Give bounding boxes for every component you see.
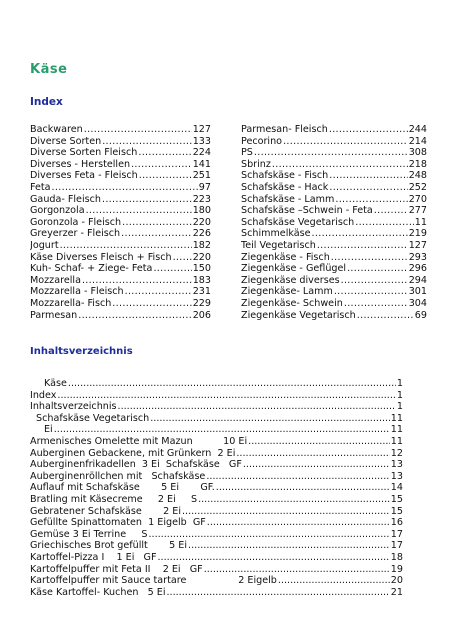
page-number: 219 [408, 228, 427, 240]
entry-label: Auberginen Gebackene, mit Grünkern 2 Ei [30, 447, 236, 459]
index-entry[interactable] [241, 263, 427, 275]
entry-label: Diverse Sorten [30, 135, 102, 147]
entry-label: Diverse Sorten Fleisch [30, 147, 138, 159]
index-entry[interactable] [241, 275, 427, 287]
page-number: 133 [192, 135, 211, 147]
dot-leader [344, 298, 408, 310]
entry-label: Mozzarella- Fisch [30, 297, 112, 309]
toc-entry[interactable] [30, 448, 403, 460]
index-entry[interactable] [241, 252, 427, 264]
index-entry[interactable] [30, 205, 211, 217]
page-number: 226 [192, 228, 211, 240]
index-entry[interactable] [30, 298, 211, 310]
entry-label: Diverses - Herstellen [30, 158, 131, 170]
index-entry[interactable] [241, 194, 427, 206]
entry-label: Parmesan- Fleisch [241, 124, 328, 135]
entry-label: Jogurt [30, 239, 59, 251]
dot-leader [173, 252, 192, 264]
dot-leader [121, 228, 192, 240]
page-number: 220 [192, 216, 211, 228]
page-number: 244 [408, 124, 427, 135]
entry-label: Ziegenkäse- Schwein [241, 297, 343, 309]
page-number: 182 [192, 239, 211, 251]
entry-label: Ziegenkäse - Geflügel [241, 263, 347, 275]
dot-leader [355, 217, 414, 229]
entry-label: Sbrinz [241, 158, 271, 170]
entry-label: Schafskäse Vegetarisch [241, 216, 355, 228]
page-number: 1 [396, 389, 403, 401]
entry-label: Index [30, 389, 57, 401]
entry-label: Griechisches Brot gefüllt 5 Ei [30, 540, 188, 552]
index-entry[interactable] [30, 124, 211, 136]
index-entry[interactable] [241, 286, 427, 298]
dot-leader [84, 124, 192, 136]
entry-label: Auberginenröllchen mit Schafskäse [30, 470, 206, 482]
entry-label: Schafskäse - Fisch [241, 170, 329, 182]
toc-entry[interactable] [30, 517, 403, 529]
index-entry[interactable] [241, 170, 427, 182]
index-column-right [241, 124, 427, 321]
page-number: 13 [390, 470, 403, 482]
entry-label: Auberginenfrikadellen 3 Ei Schafskäse GF [30, 459, 242, 471]
entry-label: Bratling mit Käsecreme 2 Ei S [30, 493, 198, 505]
dot-leader [82, 275, 192, 287]
dot-leader [153, 263, 191, 275]
toc-entry[interactable] [30, 575, 403, 587]
toc-entry[interactable] [30, 424, 403, 436]
dot-leader [204, 564, 390, 576]
dot-leader [312, 228, 408, 240]
entry-label: PS [241, 147, 253, 159]
dot-leader [139, 170, 192, 182]
dot-leader [122, 217, 192, 229]
page-number: 18 [390, 551, 403, 563]
entry-label: Pecorino [241, 135, 283, 147]
entry-label: Feta [30, 181, 51, 193]
page-number: 206 [192, 309, 211, 321]
page-number: 15 [390, 493, 403, 505]
dot-leader [329, 182, 407, 194]
toc-entry[interactable] [30, 494, 403, 506]
dot-leader [331, 252, 408, 264]
dot-leader [334, 286, 408, 298]
dot-leader [102, 194, 192, 206]
dot-leader [131, 159, 192, 171]
dot-leader [207, 517, 390, 529]
page-number: 127 [192, 124, 211, 135]
dot-leader [254, 147, 408, 159]
page-number: 214 [408, 135, 427, 147]
index-entry[interactable] [30, 217, 211, 229]
page-number: 21 [390, 586, 403, 598]
entry-label: Ziegenkäse Vegetarisch [241, 309, 356, 321]
page-number: 69 [414, 309, 427, 321]
dot-leader [112, 298, 191, 310]
page-number: 97 [198, 181, 211, 193]
page-number: 20 [390, 575, 403, 587]
page-number: 15 [390, 505, 403, 517]
index-entry[interactable] [241, 147, 427, 159]
dot-leader [278, 575, 390, 587]
dot-leader [102, 136, 192, 148]
page-number: 277 [408, 205, 427, 217]
dot-leader [118, 401, 396, 413]
dot-leader [206, 471, 389, 483]
entry-label: Schimmelkäse [241, 228, 311, 240]
toc-entry[interactable] [30, 401, 403, 413]
dot-leader [157, 552, 389, 564]
toc-entry[interactable] [30, 378, 403, 390]
toc-entry[interactable] [30, 471, 403, 483]
index-entry[interactable] [241, 159, 427, 171]
dot-leader [57, 390, 395, 402]
dot-leader [166, 587, 389, 599]
page-number: 294 [408, 274, 427, 286]
entry-label: Backwaren [30, 124, 83, 135]
entry-label: Inhaltsverzeichnis [30, 401, 117, 413]
toc-entry[interactable] [30, 564, 403, 576]
entry-label: Kartoffelpuffer mit Feta II 2 Ei GF [30, 563, 203, 575]
index-entry[interactable] [30, 159, 211, 171]
page-number: 270 [408, 193, 427, 205]
entry-label: Kuh- Schaf- + Ziege- Feta [30, 263, 153, 275]
toc-entry[interactable] [30, 482, 403, 494]
page-number: 223 [192, 193, 211, 205]
entry-label: Mozzarella [30, 274, 81, 286]
dot-leader [138, 147, 191, 159]
toc-entry[interactable] [30, 436, 403, 448]
dot-leader [335, 194, 407, 206]
index-entry[interactable] [241, 240, 427, 252]
dot-leader [188, 540, 390, 552]
entry-label: Käse Kartoffel- Kuchen 5 Ei [30, 586, 166, 598]
index-entry[interactable] [30, 252, 211, 264]
page-number: 1 [396, 401, 403, 413]
index-entry[interactable] [241, 310, 427, 322]
page-number: 17 [390, 528, 403, 540]
entry-label: Gauda- Fleisch [30, 193, 101, 205]
entry-label: Ziegenkäse - Fisch [241, 251, 330, 263]
dot-leader [341, 275, 408, 287]
toc-entry[interactable] [30, 459, 403, 471]
index-entry[interactable] [241, 298, 427, 310]
index-entry[interactable] [30, 147, 211, 159]
dot-leader [317, 240, 408, 252]
index-entry[interactable] [30, 275, 211, 287]
dot-leader [54, 424, 390, 436]
page-number: 11 [390, 435, 403, 447]
entry-label: Gebratener Schafskäse 2 Ei [30, 505, 181, 517]
dot-leader [243, 459, 390, 471]
page-number: 12 [390, 447, 403, 459]
entry-label: Parmesan [30, 309, 78, 321]
page-number: 17 [390, 540, 403, 552]
entry-label: Goronzola - Fleisch [30, 216, 122, 228]
page-number: 150 [192, 263, 211, 275]
dot-leader [347, 263, 408, 275]
entry-label: Diverses Feta - Fleisch [30, 170, 138, 182]
index-entry[interactable] [30, 194, 211, 206]
page-number: 127 [408, 239, 427, 251]
entry-label: Schafskäse - Lamm [241, 193, 335, 205]
index-entry[interactable] [30, 263, 211, 275]
entry-label: Gorgonzola [30, 205, 85, 217]
dot-leader [52, 182, 198, 194]
index-entry[interactable] [30, 170, 211, 182]
dot-leader [125, 286, 192, 298]
entry-label: Schafskäse Vegetarisch [36, 412, 150, 424]
page-number: 296 [408, 263, 427, 275]
page-number: 13 [390, 459, 403, 471]
entry-label: Kartoffelpuffer mit Sauce tartare 2 Eigelb [30, 575, 277, 587]
index-entry[interactable] [241, 182, 427, 194]
page-number: 183 [192, 274, 211, 286]
toc-entry[interactable] [30, 506, 403, 518]
page-number: 141 [192, 158, 211, 170]
dot-leader [182, 506, 390, 518]
index-entry[interactable] [30, 136, 211, 148]
page-number: 248 [408, 170, 427, 182]
index-entry[interactable] [241, 228, 427, 240]
toc-entry[interactable] [30, 540, 403, 552]
page-number: 304 [408, 297, 427, 309]
dot-leader [60, 240, 192, 252]
entry-label: Mozzarella - Fleisch [30, 286, 124, 298]
page-number: 293 [408, 251, 427, 263]
page-number: 231 [192, 286, 211, 298]
index-entry[interactable] [241, 205, 427, 217]
page-number: 220 [192, 251, 211, 263]
entry-label: Ei [44, 424, 53, 436]
table-of-contents [30, 378, 403, 598]
dot-leader [236, 448, 389, 460]
entry-label: Schafskäse –Schwein - Feta [241, 205, 373, 217]
dot-leader [329, 124, 408, 136]
page-number: 251 [192, 170, 211, 182]
dot-leader [272, 159, 408, 171]
entry-label: Greyerzer - Fleisch [30, 228, 121, 240]
index-entry[interactable] [241, 124, 427, 136]
toc-heading: Inhaltsverzeichnis [30, 346, 133, 357]
toc-entry[interactable] [30, 413, 403, 425]
entry-label: Kartoffel-Pizza I 1 Ei GF [30, 551, 157, 563]
page-number: 308 [408, 147, 427, 159]
dot-leader [78, 310, 191, 322]
page-number: 252 [408, 181, 427, 193]
page-number: 16 [390, 517, 403, 529]
index-entry[interactable] [30, 182, 211, 194]
page-number: 229 [192, 297, 211, 309]
index-entry[interactable] [241, 136, 427, 148]
entry-label: Schafskäse - Hack [241, 181, 329, 193]
entry-label: Käse Diverses Fleisch + Fisch [30, 251, 172, 263]
dot-leader [68, 378, 396, 390]
page-number: 11 [390, 424, 403, 436]
index-entry[interactable] [30, 310, 211, 322]
toc-entry[interactable] [30, 390, 403, 402]
page-number: 180 [192, 205, 211, 217]
dot-leader [357, 310, 414, 322]
index-heading: Index [30, 96, 63, 108]
index-entry[interactable] [30, 228, 211, 240]
entry-label: Armenisches Omelette mit Mazun 10 Ei [30, 435, 248, 447]
page-number: 224 [192, 147, 211, 159]
page-number: 1 [396, 378, 403, 389]
entry-label: Gemüse 3 Ei Terrine S [30, 528, 148, 540]
dot-leader [148, 529, 389, 541]
toc-entry[interactable] [30, 529, 403, 541]
dot-leader [374, 205, 408, 217]
entry-label: Ziegenkäse diverses [241, 274, 340, 286]
index-column-left [30, 124, 211, 321]
toc-entry[interactable] [30, 552, 403, 564]
entry-label: Ziegenkäse- Lamm [241, 286, 333, 298]
toc-entry[interactable] [30, 587, 403, 599]
entry-label: Auflauf mit Schafskäse 5 Ei GF. [30, 482, 215, 494]
dot-leader [86, 205, 192, 217]
page-number: 301 [408, 286, 427, 298]
dot-leader [150, 413, 390, 425]
page-number: 14 [390, 482, 403, 494]
index-entry[interactable] [241, 217, 427, 229]
index-entry[interactable] [30, 240, 211, 252]
entry-label: Käse [44, 378, 67, 389]
page-number: 11 [390, 412, 403, 424]
entry-label: Gefüllte Spinattomaten 1 Eigelb GF [30, 517, 206, 529]
entry-label: Teil Vegetarisch [241, 239, 316, 251]
dot-leader [329, 170, 407, 182]
dot-leader [198, 494, 390, 506]
dot-leader [248, 436, 390, 448]
page-title: Käse [30, 62, 68, 77]
page-number: 218 [408, 158, 427, 170]
dot-leader [216, 482, 390, 494]
index-entry[interactable] [30, 286, 211, 298]
page-number: 11 [414, 216, 427, 228]
page-number: 19 [390, 563, 403, 575]
dot-leader [283, 136, 408, 148]
